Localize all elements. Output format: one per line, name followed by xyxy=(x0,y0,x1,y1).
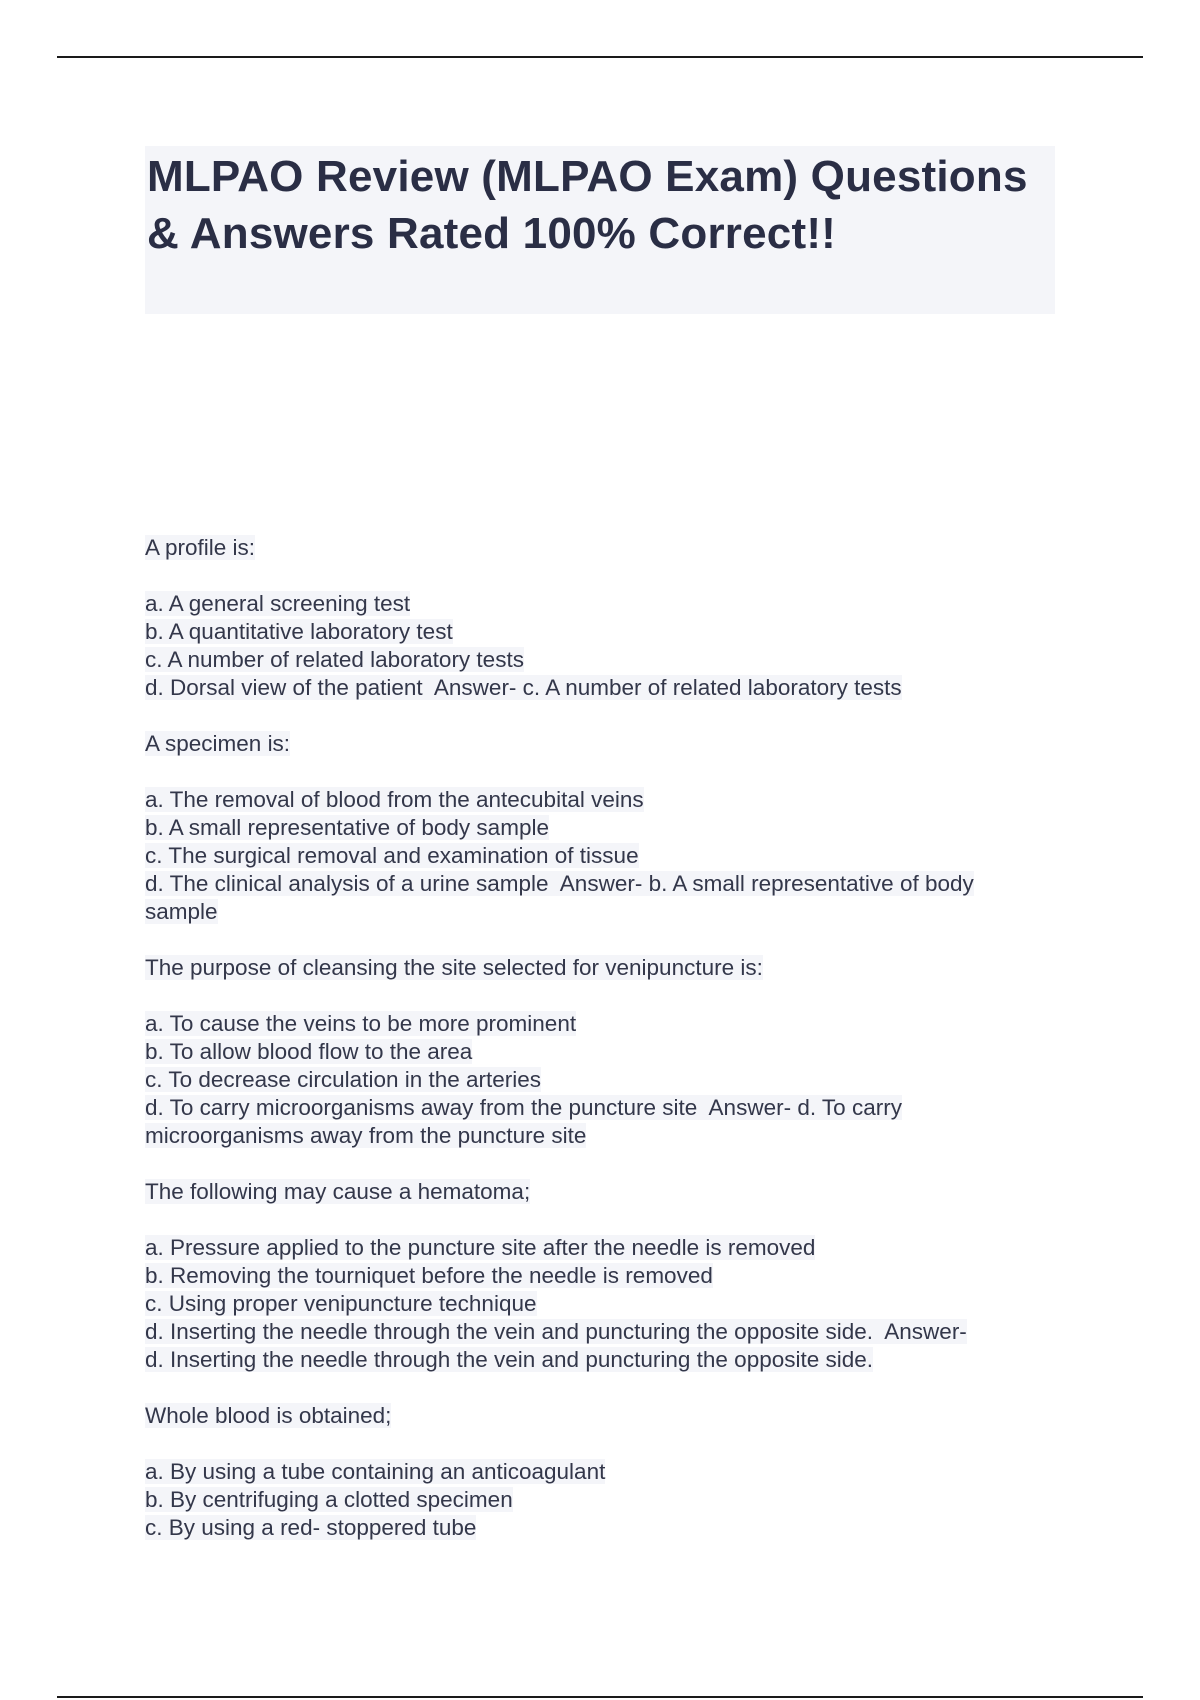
qa-item-3 xyxy=(145,954,1055,1150)
answer-option: b. To allow blood flow to the area xyxy=(145,1039,473,1064)
qa-item-1 xyxy=(145,534,1055,702)
qa-item-2 xyxy=(145,730,1055,926)
qa-item-5 xyxy=(145,1402,1055,1542)
question-text: Whole blood is obtained; xyxy=(145,1403,392,1428)
answer-option: d. Dorsal view of the patient Answer- c. A number of related laboratory tests xyxy=(145,675,902,700)
answer-option-continued: d. Inserting the needle through the vein and puncturing the opposite side. xyxy=(145,1347,874,1372)
answer-option: d. Inserting the needle through the vein and puncturing the opposite side. Answer- xyxy=(145,1319,967,1344)
answer-option: d. The clinical analysis of a urine sample Answer- b. A small representative of body xyxy=(145,871,974,896)
answer-option: a. To cause the veins to be more prominent xyxy=(145,1011,577,1036)
answer-option: c. By using a red- stoppered tube xyxy=(145,1515,477,1540)
answer-option: a. Pressure applied to the puncture site after the needle is removed xyxy=(145,1235,816,1260)
answer-option: a. The removal of blood from the antecubital veins xyxy=(145,787,644,812)
answer-option: c. To decrease circulation in the arteries xyxy=(145,1067,542,1092)
title-block xyxy=(145,146,1055,314)
answer-option: b. Removing the tourniquet before the needle is removed xyxy=(145,1263,713,1288)
answer-option: c. A number of related laboratory tests xyxy=(145,647,524,672)
answer-option: a. By using a tube containing an anticoagulant xyxy=(145,1459,606,1484)
answer-option: c. The surgical removal and examination of tissue xyxy=(145,843,639,868)
answer-option: b. By centrifuging a clotted specimen xyxy=(145,1487,513,1512)
answer-option: d. To carry microorganisms away from the puncture site Answer- d. To carry xyxy=(145,1095,902,1120)
answer-option-continued: microorganisms away from the puncture site xyxy=(145,1123,587,1148)
bottom-rule xyxy=(57,1696,1143,1698)
answer-option: b. A small representative of body sample xyxy=(145,815,549,840)
answer-option: b. A quantitative laboratory test xyxy=(145,619,453,644)
top-rule xyxy=(57,56,1143,58)
question-text: The purpose of cleansing the site selected for venipuncture is: xyxy=(145,955,763,980)
question-text: A profile is: xyxy=(145,535,256,560)
answer-option: c. Using proper venipuncture technique xyxy=(145,1291,537,1316)
answer-option: a. A general screening test xyxy=(145,591,411,616)
qa-content xyxy=(145,534,1055,1570)
qa-item-4 xyxy=(145,1178,1055,1374)
answer-option-continued: sample xyxy=(145,899,218,924)
question-text: The following may cause a hematoma; xyxy=(145,1179,531,1204)
document-title: MLPAO Review (MLPAO Exam) Questions & Answers Rated 100% Correct!! xyxy=(147,152,1028,258)
question-text: A specimen is: xyxy=(145,731,291,756)
